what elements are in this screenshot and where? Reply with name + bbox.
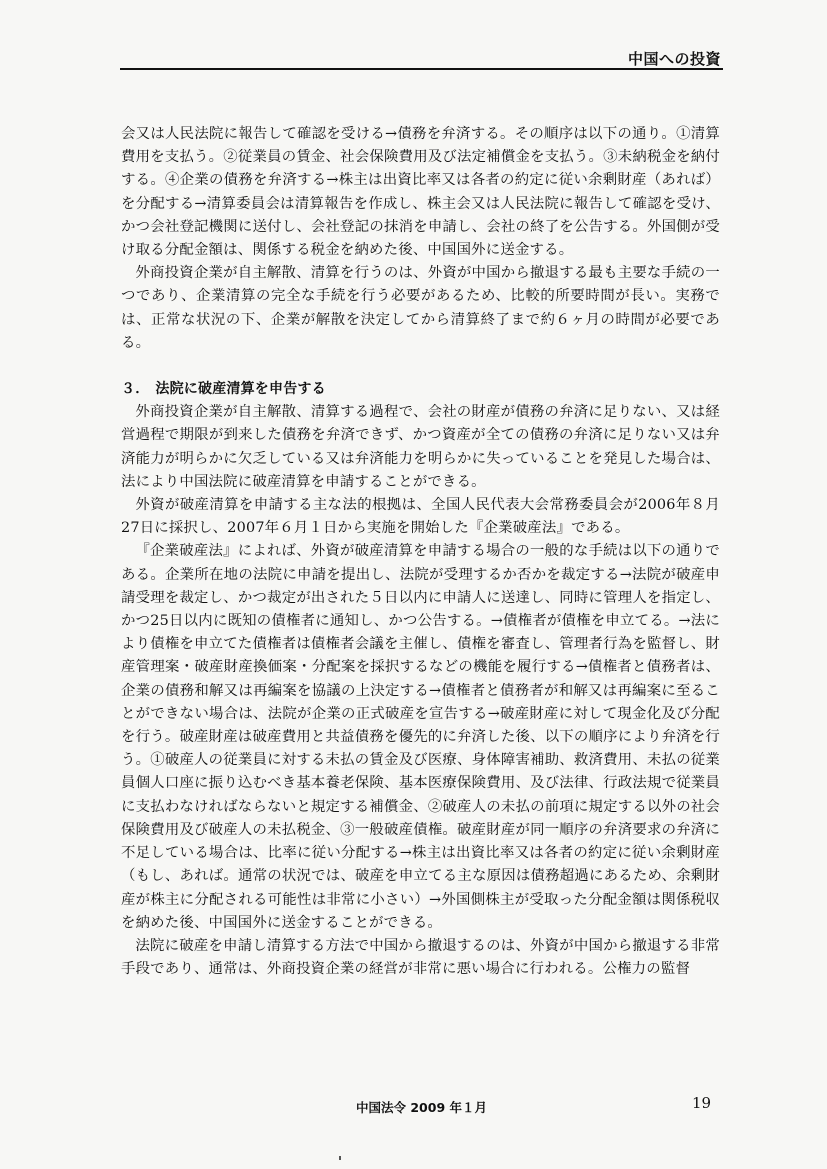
paragraph: 外商投資企業が自主解散、清算を行うのは、外資が中国から撤退する最も主要な手続の一つであり、企業清算の完全な手続を行う必要があるため、比較的所要時間が長い。実務では、正常な状況の下、企業が解散を決定してから清算終了まで約６ヶ月の時間が必要である。: [121, 265, 720, 351]
paragraph: 『企業破産法』によれば、外資が破産清算を申請する場合の一般的な手続は以下の通りである。企業所在地の法院に申請を提出し、法院が受理するか否かを裁定する→法院が破産申請受理を裁定し、かつ裁定が出された５日以内に申請人に送達し、同時に管理人を指定し、かつ25日以内に既知の債権者に通知し、かつ公告する。→債権者が債権を申立てる。→法により債権を申立てた債権者は債権者会議を主催し、債権を審査し、管理者行為を監督し、財産管理案・破産財産換価案・分配案を採択するなどの機能を履行する→債権者と債務者は、企業の債務和解又は再編案を協議の上決定する→債権者と債務者が和解又は再編案に至ることができない場合は、法院が企業の正式破産を宣告する→破産財産に対して現金化及び分配を行う。破産財産は破産費用と共益債務を優先的に弁済した後、以下の順序により弁済を行う。①破産人の従業員に対する未払の賃金及び医療、身体障害補助、救済費用、未払の従業員個人口座に振り込むべき基本養老保険、基本医療保険費用、及び法律、行政法規で従業員に支払わなければならないと規定する補償金、②破産人の未払の前項に規定する以外の社会保険費用及び破産人の未払税金、③一般破産債権。破産財産が同一順序の弁済要求の弁済に不足している場合は、比率に従い分配する→株主は出資比率又は各者の約定に従い余剰財産（もし、あれば。通常の状況では、破産を申立てる主な原因は債務超過にあるため、余剰財産が株主に分配される可能性は非常に小さい）→外国側株主が受取った分配金額は関係税収を納めた後、中国国外に送金することができる。: [121, 543, 720, 931]
paragraph: 外商投資企業が自主解散、清算する過程で、会社の財産が債務の弁済に足りない、又は経営過程で期限が到来した債務を弁済できず、かつ資産が全ての債務の弁済に足りない又は弁済能力が明らかに欠乏している又は弁済能力を明らかに失っていることを発見した場合は、法により中国法院に破産清算を申請することができる。: [121, 404, 720, 490]
page-number: 19: [692, 1094, 712, 1112]
scan-speck: [339, 1156, 341, 1160]
footer-publication: 中国法令 2009 年１月: [356, 1100, 487, 1115]
main-text: [121, 123, 720, 981]
section-title: 法院に破産清算を申告する: [155, 381, 326, 398]
header-rule: [120, 68, 723, 70]
running-header-title: 中国への投資: [627, 50, 721, 68]
paragraph: 法院に破産を申請し清算する方法で中国から撤退するのは、外資が中国から撤退する非常手段であり、通常は、外商投資企業の経営が非常に悪い場合に行われる。公権力の監督: [121, 937, 720, 978]
section-number: ３．: [121, 381, 150, 398]
paragraph: 外資が破産清算を申請する主な法的根拠は、全国人民代表大会常務委員会が2006年８月27日に採択し、2007年６月１日から実施を開始した『企業破産法』である。: [121, 497, 720, 537]
section-heading: [121, 378, 720, 401]
paragraph-continued: 会又は人民法院に報告して確認を受ける→債務を弁済する。その順序は以下の通り。①清算費用を支払う。②従業員の賃金、社会保険費用及び法定補償金を支払う。③未納税金を納付する。④企業の債務を弁済する→株主は出資比率又は各者の約定に従い余剰財産（あれば）を分配する→清算委員会は清算報告を作成し、株主会又は人民法院に報告して確認を受け、かつ会社登記機関に送付し、会社登記の抹消を申請し、会社の終了を公告する。外国側が受け取る分配金額は、関係する税金を納めた後、中国国外に送金する。: [121, 126, 720, 259]
